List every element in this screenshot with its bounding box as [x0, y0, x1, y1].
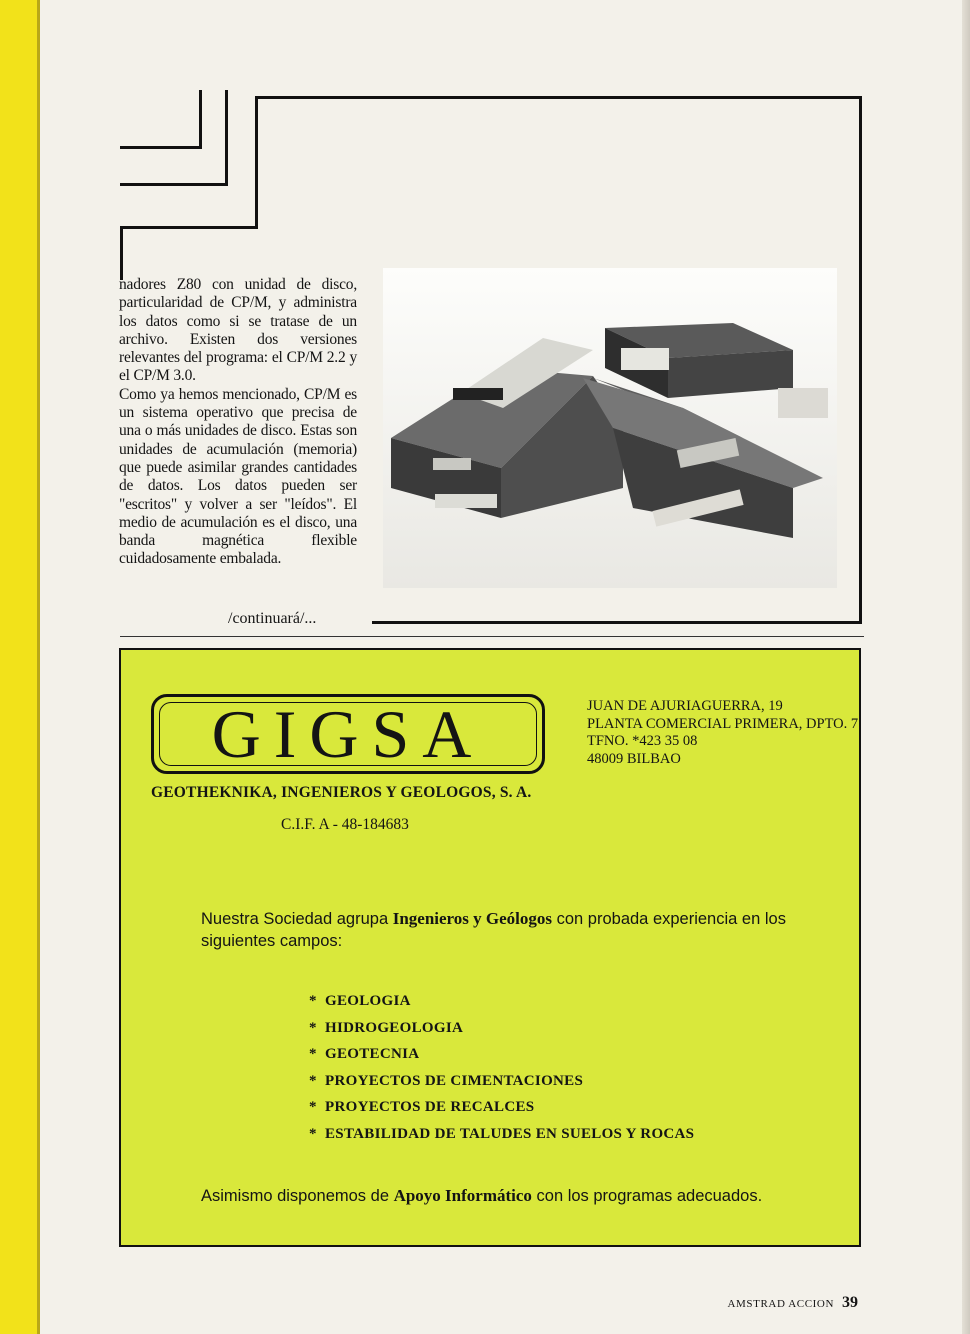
field-label: GEOLOGIA — [325, 993, 411, 1009]
bullet-star-icon: * — [309, 993, 317, 1009]
list-item — [309, 1015, 694, 1042]
yellow-binding-strip — [0, 0, 40, 1334]
divider-rule-thin — [120, 636, 864, 637]
list-item — [309, 1121, 694, 1148]
article-paragraph: nadores Z80 con unidad de disco, particularidad de CP/M, y administra los datos como si se tratase de un archivo. Existen dos versiones relevantes del programa: el CP/M 2.2 y el CP/M 3.0. — [119, 276, 357, 385]
disk-drives-photo — [383, 268, 837, 588]
closing-highlight: Apoyo Informático — [393, 1186, 532, 1205]
intro-text-start: Nuestra Sociedad agrupa — [201, 910, 393, 928]
divider-rule — [372, 621, 862, 624]
intro-highlight: Ingenieros y Geólogos — [392, 909, 553, 928]
fields-list — [309, 988, 694, 1148]
magazine-name: AMSTRAD ACCION — [727, 1298, 834, 1310]
address-line: JUAN DE AJURIAGUERRA, 19 — [587, 698, 783, 714]
page-edge-shadow — [962, 0, 970, 1334]
list-item — [309, 1068, 694, 1095]
article-body — [119, 276, 357, 569]
address-block — [587, 698, 858, 768]
bullet-star-icon: * — [309, 1099, 317, 1116]
gigsa-advertisement — [119, 648, 861, 1247]
bullet-star-icon: * — [309, 1019, 317, 1036]
field-label: GEOTECNIA — [325, 1046, 420, 1063]
field-label: PROYECTOS DE CIMENTACIONES — [325, 1072, 584, 1089]
bullet-star-icon: * — [309, 1072, 317, 1089]
bullet-star-icon: * — [309, 1125, 317, 1142]
company-name: GEOTHEKNIKA, INGENIEROS Y GEOLOGOS, S. A. — [151, 784, 532, 801]
article-paragraph: Como ya hemos mencionado, CP/M es un sistema operativo que precisa de una o más unidades de disco. Estas son unidades de acumulación (memoria) que puede asimilar grandes cantidades de datos. Los datos pueden ser "escritos" y volver a ser "leídos". El medio de acumulación es el disco, una banda magnética flexible cuidadosamente embalada. — [119, 385, 357, 568]
gigsa-logo — [151, 694, 545, 774]
list-item — [309, 988, 694, 1015]
bullet-star-icon: * — [309, 1046, 317, 1063]
phone-line: TFNO. *423 35 08 — [587, 733, 698, 749]
list-item — [309, 1094, 694, 1121]
closing-text-start: Asimismo disponemos de — [201, 1187, 394, 1205]
logo-text: GIGSA — [211, 696, 485, 772]
page-footer — [728, 1294, 859, 1312]
field-label: PROYECTOS DE RECALCES — [325, 1099, 535, 1116]
page-number: 39 — [842, 1294, 858, 1311]
address-line: PLANTA COMERCIAL PRIMERA, DPTO. 7 — [587, 715, 859, 732]
intro-text-end: con probada experiencia en los siguientes campos: — [201, 910, 786, 950]
field-label: ESTABILIDAD DE TALUDES EN SUELOS Y ROCAS — [325, 1125, 695, 1142]
intro-text — [201, 908, 801, 952]
closing-text — [201, 1186, 762, 1206]
closing-text-end: con los programas adecuados. — [531, 1187, 763, 1205]
field-label: HIDROGEOLOGIA — [325, 1019, 464, 1036]
continued-marker: /continuará/... — [228, 610, 317, 627]
postal-line: 48009 BILBAO — [587, 750, 681, 767]
cif-number: C.I.F. A - 48-184683 — [281, 816, 409, 833]
list-item — [309, 1041, 694, 1068]
